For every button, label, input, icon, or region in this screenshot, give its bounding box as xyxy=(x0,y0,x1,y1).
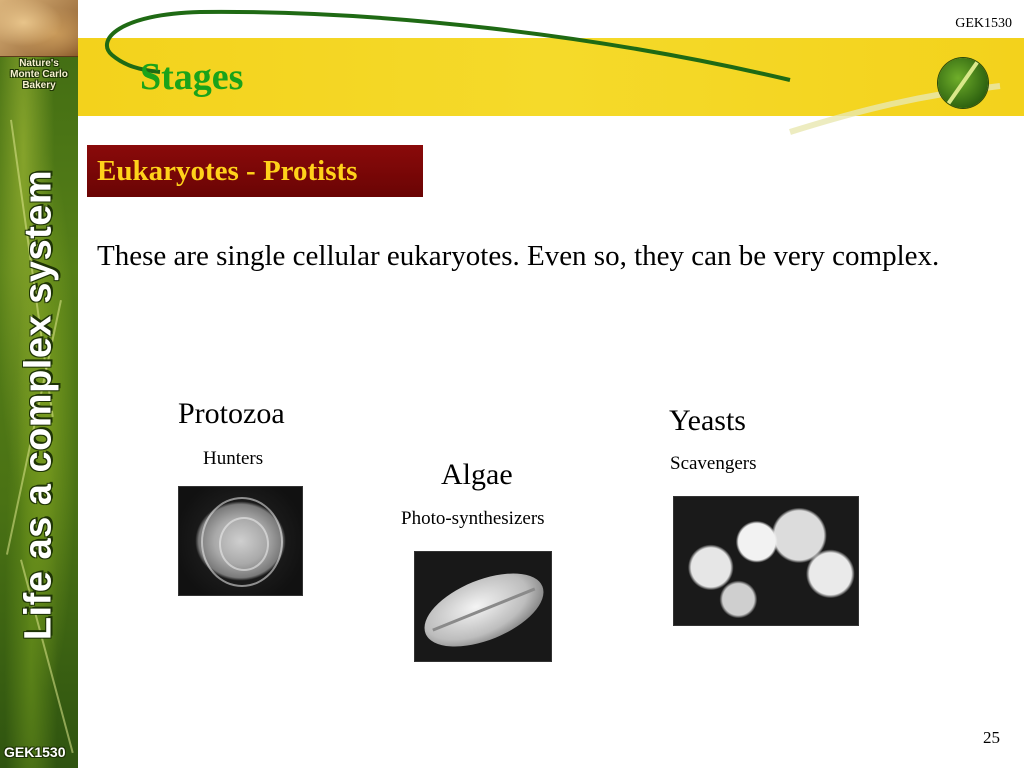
algae-image xyxy=(414,551,552,662)
header-course-code: GEK1530 xyxy=(955,16,1012,31)
protozoa-subtitle: Hunters xyxy=(203,448,264,469)
algae-title: Algae xyxy=(441,458,513,491)
slide-title: Stages xyxy=(140,56,244,98)
yeasts-title: Yeasts xyxy=(669,404,746,437)
page-number: 25 xyxy=(983,728,1000,747)
shell-ring xyxy=(219,517,269,571)
algae-subtitle: Photo-synthesizers xyxy=(401,508,545,529)
body-paragraph: These are single cellular eukaryotes. Even so, they can be very complex. xyxy=(97,240,940,272)
section-title-bar xyxy=(87,145,423,197)
sidebar-vertical-title: Life as a complex system xyxy=(17,169,60,641)
sidebar-course-code: GEK1530 xyxy=(4,744,66,760)
protozoa-title: Protozoa xyxy=(178,397,285,430)
protozoa-image xyxy=(178,486,303,596)
bakery-image xyxy=(0,0,78,57)
bakery-label: Nature's Monte Carlo Bakery xyxy=(10,58,68,91)
leaf-badge-icon xyxy=(938,58,988,108)
sidebar-leaf-panel xyxy=(0,0,78,768)
yeasts-image xyxy=(673,496,859,626)
section-title: Eukaryotes - Protists xyxy=(97,154,358,187)
diatom-shell xyxy=(414,559,552,662)
yeasts-subtitle: Scavengers xyxy=(670,453,757,474)
